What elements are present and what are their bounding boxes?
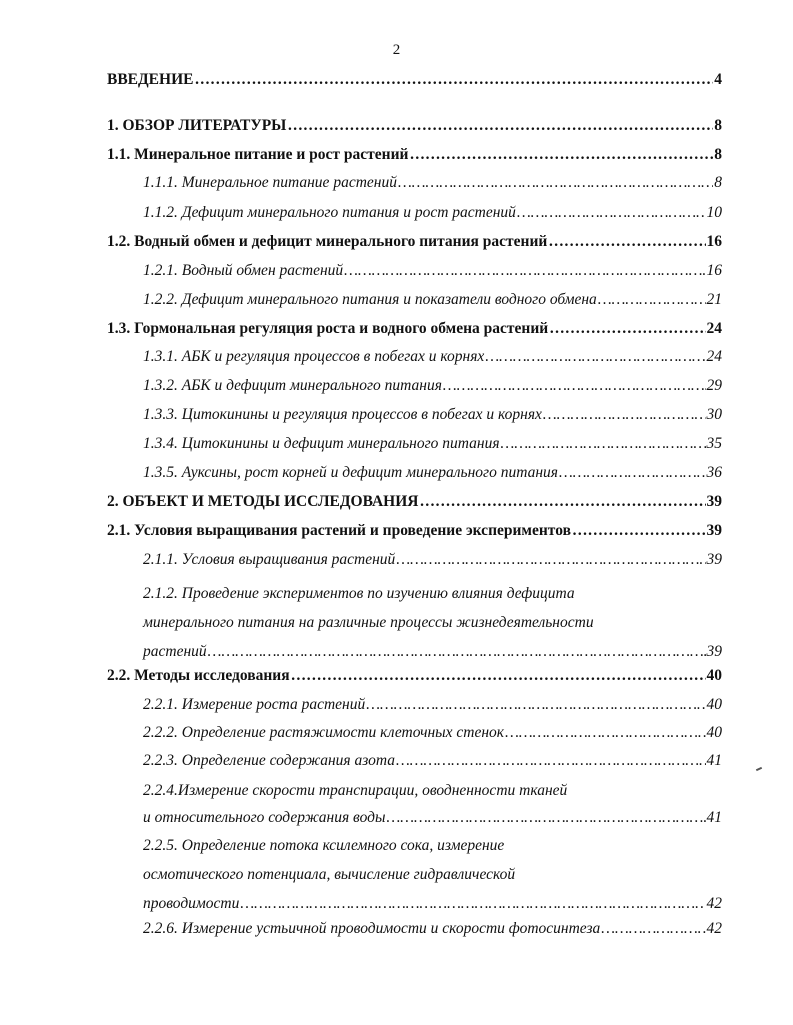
toc-page: 16 [706, 262, 722, 279]
toc-entry-2-2-1[interactable] [143, 695, 722, 715]
toc-label-line: 2.2.5. Определение потока ксилемного сока, измерение [143, 837, 505, 854]
toc-entry-1-3-5[interactable] [143, 463, 722, 483]
toc-label: 2.1.1. Условия выращивания растений [143, 551, 396, 568]
dot-leader [208, 637, 706, 666]
toc-label: 2.2.3. Определение содержания азота [143, 752, 395, 769]
toc-entry-1-3-1[interactable] [143, 347, 722, 367]
toc-page: 8 [714, 117, 722, 134]
toc-page: 39 [706, 551, 722, 568]
toc-label: ВВЕДЕНИЕ [107, 71, 194, 88]
toc-page: 42 [706, 895, 722, 912]
toc-entry-1-2[interactable] [107, 232, 722, 252]
toc-entry-1-1-1[interactable] [143, 173, 722, 193]
toc-entry-1-2-1[interactable] [143, 261, 722, 281]
toc-entry-2-2-5[interactable] [143, 831, 722, 918]
toc-label-line: 2.2.4.Измерение скорости транспирации, оводненности тканей [143, 782, 568, 799]
toc-label: 1.3.5. Ауксины, рост корней и дефицит минерального питания [143, 464, 558, 481]
toc-page: 24 [706, 348, 722, 365]
toc-label: 2.2. Методы исследования [107, 667, 290, 684]
toc-label-line: растений [143, 643, 207, 660]
dot-leader [419, 492, 705, 512]
toc-entry-1[interactable] [107, 116, 722, 136]
toc-entry-2-1[interactable] [107, 521, 722, 541]
toc-page: 41 [706, 752, 722, 769]
toc-label: 1.3.2. АБК и дефицит минерального питания [143, 377, 442, 394]
toc-page: 16 [706, 233, 722, 250]
toc-page: 41 [706, 809, 722, 826]
toc-page: 42 [706, 920, 722, 937]
toc-label: 1.2.2. Дефицит минерального питания и показатели водного обмена [143, 291, 597, 308]
toc-page: 30 [706, 406, 722, 423]
toc-entry-1-3-4[interactable] [143, 434, 722, 454]
dot-leader [548, 232, 705, 252]
toc-page: 35 [706, 435, 722, 452]
toc-page: 4 [714, 71, 722, 88]
dot-leader [344, 261, 705, 281]
toc-page: 40 [706, 667, 722, 684]
toc-label: 2.1. Условия выращивания растений и проведение экспериментов [107, 522, 571, 539]
toc-label: 1.2.1. Водный обмен растений [143, 262, 344, 279]
dot-leader [409, 145, 713, 165]
toc-entry-introduction[interactable] [107, 70, 722, 90]
dot-leader [386, 804, 705, 831]
toc-entry-1-1-2[interactable] [143, 203, 722, 223]
toc-label: 1.1.1. Минеральное питание растений [143, 174, 397, 191]
toc-entry-2-1-1[interactable] [143, 550, 722, 570]
dot-leader [549, 319, 705, 339]
toc-page: 8 [714, 174, 722, 191]
page-number: 2 [392, 42, 401, 58]
toc-page: 40 [706, 696, 722, 713]
dot-leader [559, 463, 706, 483]
toc-label-line: 2.1.2. Проведение экспериментов по изучению влияния дефицита [143, 585, 575, 602]
toc-label: 1.1.2. Дефицит минерального питания и рост растений [143, 204, 516, 221]
toc-entry-2-2[interactable] [107, 666, 722, 686]
toc-label: 2.2.1. Измерение роста растений [143, 696, 366, 713]
toc-label: 1.3. Гормональная регуляция роста и водного обмена растений [107, 320, 549, 337]
dot-leader [443, 376, 706, 396]
toc-entry-2-2-4[interactable] [143, 777, 722, 831]
dot-leader [543, 405, 706, 425]
dot-leader [396, 550, 705, 570]
dot-leader [598, 290, 706, 310]
toc-page: 39 [706, 522, 722, 539]
dot-leader [291, 666, 706, 686]
toc-page: 40 [706, 724, 722, 741]
dot-leader [485, 347, 705, 367]
toc-label: 1.3.1. АБК и регуляция процессов в побегах и корнях [143, 348, 485, 365]
toc-page: 8 [714, 146, 722, 163]
toc-label: 2.2.2. Определение растяжимости клеточных стенок [143, 724, 505, 741]
toc-label-line: и относительного содержания воды [143, 809, 386, 826]
dot-leader [396, 751, 706, 771]
dot-leader [366, 695, 705, 715]
toc-label-line: осмотического потенциала, вычисление гидравлической [143, 866, 516, 883]
dot-leader [572, 521, 706, 541]
dot-leader [194, 70, 713, 90]
toc-page: 39 [706, 643, 722, 660]
toc-label: 1. ОБЗОР ЛИТЕРАТУРЫ [107, 117, 287, 134]
toc-entry-2-2-6[interactable] [143, 919, 722, 939]
toc-label: 1.2. Водный обмен и дефицит минерального питания растений [107, 233, 548, 250]
dot-leader [601, 919, 705, 939]
toc-page: 36 [706, 464, 722, 481]
dot-leader [517, 203, 706, 223]
toc-page: 29 [706, 377, 722, 394]
toc-entry-1-3-3[interactable] [143, 405, 722, 425]
dot-leader [398, 173, 713, 193]
toc-page: 39 [706, 493, 722, 510]
toc-label: 2.2.6. Измерение устьичной проводимости и скорости фотосинтеза [143, 920, 601, 937]
toc-entry-1-2-2[interactable] [143, 290, 722, 310]
toc-label: 1.3.4. Цитокинины и дефицит минерального питания [143, 435, 500, 452]
toc-entry-2[interactable] [107, 492, 722, 512]
dot-leader [501, 434, 706, 454]
dot-leader [505, 723, 705, 743]
toc-page: 21 [706, 291, 722, 308]
toc-label: 1.3.3. Цитокинины и регуляция процессов в побегах и корнях [143, 406, 542, 423]
toc-entry-1-3-2[interactable] [143, 376, 722, 396]
toc-label-line: проводимости [143, 895, 240, 912]
toc-entry-1-3[interactable] [107, 319, 722, 339]
toc-label-line: минерального питания на различные процессы жизнедеятельности [143, 614, 594, 631]
toc-entry-1-1[interactable] [107, 145, 722, 165]
scan-speck [756, 767, 762, 771]
toc-page: 10 [706, 204, 722, 221]
toc-label: 2. ОБЪЕКТ И МЕТОДЫ ИССЛЕДОВАНИЯ [107, 493, 419, 510]
dot-leader [240, 889, 705, 918]
toc-entry-2-2-3[interactable] [143, 751, 722, 771]
dot-leader [287, 116, 713, 136]
toc-page: 24 [706, 320, 722, 337]
toc-label: 1.1. Минеральное питание и рост растений [107, 146, 409, 163]
toc-entry-2-1-2[interactable] [143, 579, 722, 666]
toc-entry-2-2-2[interactable] [143, 723, 722, 743]
